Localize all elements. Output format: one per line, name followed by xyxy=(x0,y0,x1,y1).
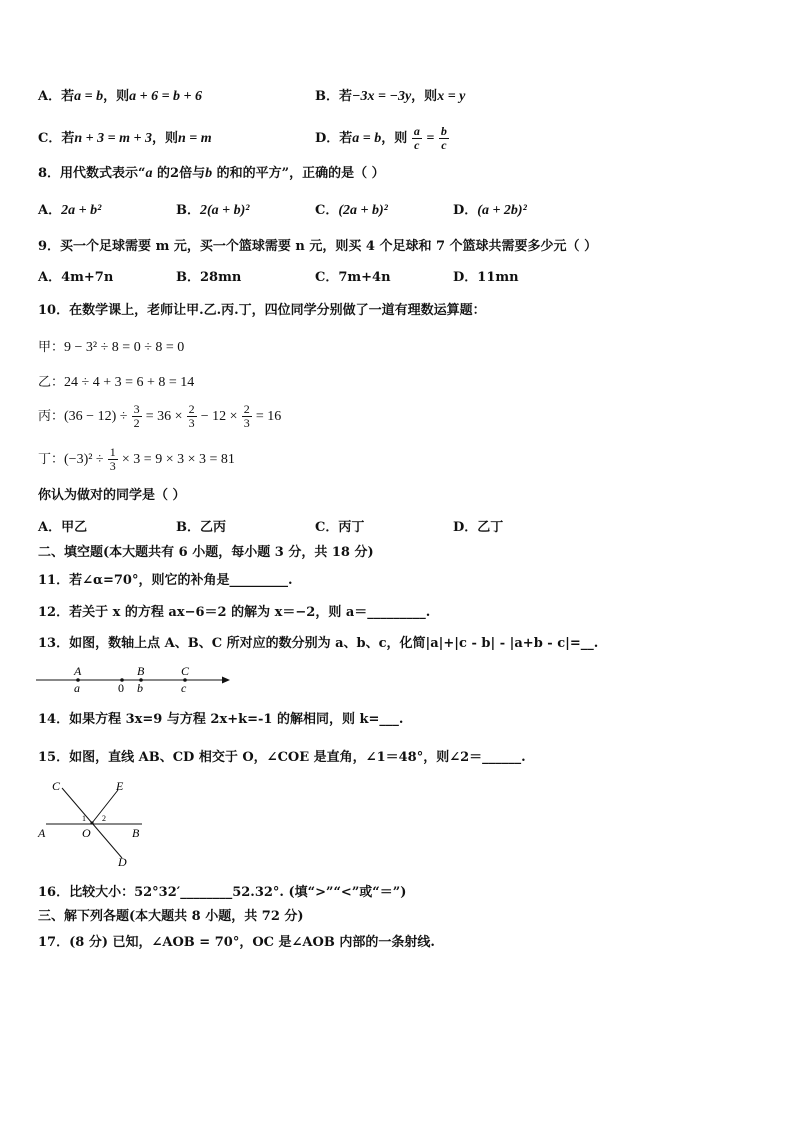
q10-ask: 你认为做对的同学是（ ） xyxy=(38,488,186,503)
q8-option-d: D．(a + 2b)² xyxy=(453,203,527,218)
label-B: B xyxy=(132,826,140,840)
q9-option-a: A．4m+7n xyxy=(38,270,114,285)
q9-option-d: D．11mn xyxy=(453,270,519,285)
q10-option-b: B．乙丙 xyxy=(176,520,226,535)
q7-option-b-result: x = y xyxy=(437,89,466,104)
q12-stem: 12．若关于 x 的方程 ax−6＝2 的解为 x＝−2，则 a＝_________. xyxy=(38,605,431,620)
q7-option-b-label: B．若 xyxy=(315,89,352,104)
label-D: D xyxy=(118,855,127,869)
q7-option-a xyxy=(38,88,202,106)
section-2-heading: 二、填空题(本大题共有 6 小题，每小题 3 分，共 18 分) xyxy=(38,545,374,560)
q10-ding-fraction: $\frac{1}{3}$ xyxy=(109,445,116,473)
q7-option-d-condition: a = b xyxy=(352,131,382,146)
label-value-a: a xyxy=(74,681,80,694)
q7-option-c-result: n = m xyxy=(177,131,212,146)
q8-option-b: B．2(a + b)² xyxy=(176,203,250,218)
q9-stem: 9．买一个足球需要 m 元，买一个篮球需要 n 元，则买 4 个足球和 7 个篮球共需要多少元（ ） xyxy=(38,239,598,254)
q7-option-a-label: A．若 xyxy=(38,89,75,104)
q10-bing-fraction-3: $\frac{2}{3}$ xyxy=(243,402,250,430)
q7-option-d-then: ，则 xyxy=(381,131,408,146)
q7-option-a-condition: a = b xyxy=(74,89,104,104)
label-O: O xyxy=(82,826,91,840)
q7-option-c-then: ，则 xyxy=(151,131,178,146)
label-zero: 0 xyxy=(118,681,124,694)
q7-option-c-label: C．若 xyxy=(38,131,75,146)
q7-option-d-fraction-left: $\frac{a}{c}$ xyxy=(413,124,420,152)
label-value-b: b xyxy=(137,681,143,694)
q10-bing-work: 丙：(36 − 12) ÷ $\frac{3}{2}$ = 36 × $\frac{2}{3}$ − 12 × $\frac{2}{3}$ = 16 xyxy=(38,402,282,430)
q7-option-d-fraction-right: $\frac{b}{c}$ xyxy=(440,124,447,152)
q7-option-c xyxy=(38,130,212,148)
label-point-C: C xyxy=(181,664,190,678)
q7-option-a-result: a + 6 = b + 6 xyxy=(129,89,203,104)
q10-bing-fraction-1: $\frac{3}{2}$ xyxy=(133,402,140,430)
label-angle-2: 2 xyxy=(102,814,106,823)
q7-option-d-equals: = xyxy=(426,131,435,146)
q10-bing-fraction-2: $\frac{2}{3}$ xyxy=(188,402,195,430)
q10-option-a: A．甲乙 xyxy=(38,520,88,535)
label-angle-1: 1 xyxy=(82,814,86,823)
q8-option-c: C．(2a + b)² xyxy=(315,203,388,218)
q7-option-d xyxy=(315,122,449,156)
section-3-heading: 三、解下列各题(本大题共 8 小题，共 72 分) xyxy=(38,909,304,924)
q7-option-b-then: ，则 xyxy=(411,89,438,104)
q7-option-a-then: ，则 xyxy=(103,89,130,104)
q15-stem: 15．如图，直线 AB、CD 相交于 O，∠COE 是直角，∠1＝48°，则∠2＝______. xyxy=(38,750,526,765)
q10-yi-work: 乙：24 ÷ 4 + 3 = 6 + 8 = 14 xyxy=(38,375,195,390)
q9-option-b: B．28mn xyxy=(176,270,242,285)
q10-option-d: D．乙丁 xyxy=(453,520,504,535)
q10-jia-work: 甲：9 − 3² ÷ 8 = 0 ÷ 8 = 0 xyxy=(38,340,185,355)
q7-option-c-condition: n + 3 = m + 3 xyxy=(74,131,152,146)
label-C: C xyxy=(52,779,61,793)
q13-number-line-figure xyxy=(36,662,236,694)
q16-stem: 16．比较大小：52°32′________52.32°. (填“>”“<”或“＝”) xyxy=(38,885,407,900)
q15-intersecting-lines-figure xyxy=(34,776,154,872)
q11-stem: 11．若∠α=70°，则它的补角是_________. xyxy=(38,573,293,588)
q7-option-b-condition: −3x = −3y xyxy=(352,89,412,104)
q10-option-c: C．丙丁 xyxy=(315,520,365,535)
point-O-dot xyxy=(90,821,93,824)
q8-stem: 8．用代数式表示“a 的2倍与b 的和的平方”，正确的是（ ） xyxy=(38,166,385,181)
label-A: A xyxy=(38,826,46,840)
label-point-A: A xyxy=(74,664,82,678)
q17-stem: 17．(8 分) 已知，∠AOB = 70°，OC 是∠AOB 内部的一条射线. xyxy=(38,935,435,950)
label-point-B: B xyxy=(137,664,145,678)
q10-stem: 10．在数学课上，老师让甲.乙.丙.丁，四位同学分别做了一道有理数运算题： xyxy=(38,303,486,318)
q7-option-d-label: D．若 xyxy=(315,131,353,146)
q14-stem: 14．如果方程 3x=9 与方程 2x+k=-1 的解相同，则 k=___. xyxy=(38,712,404,727)
q13-stem: 13．如图，数轴上点 A、B、C 所对应的数分别为 a、b、c，化简|a|+|c - b| - |a+b - c|=__. xyxy=(38,636,599,651)
q9-option-c: C．7m+4n xyxy=(315,270,391,285)
number-line-arrow-icon xyxy=(222,677,230,684)
q10-ding-work: 丁：(−3)² ÷ $\frac{1}{3}$ × 3 = 9 × 3 × 3 = 81 xyxy=(38,445,235,473)
q7-option-b xyxy=(315,88,465,106)
label-E: E xyxy=(116,779,124,793)
label-value-c: c xyxy=(181,681,187,694)
q8-option-a: A．2a + b² xyxy=(38,203,102,218)
